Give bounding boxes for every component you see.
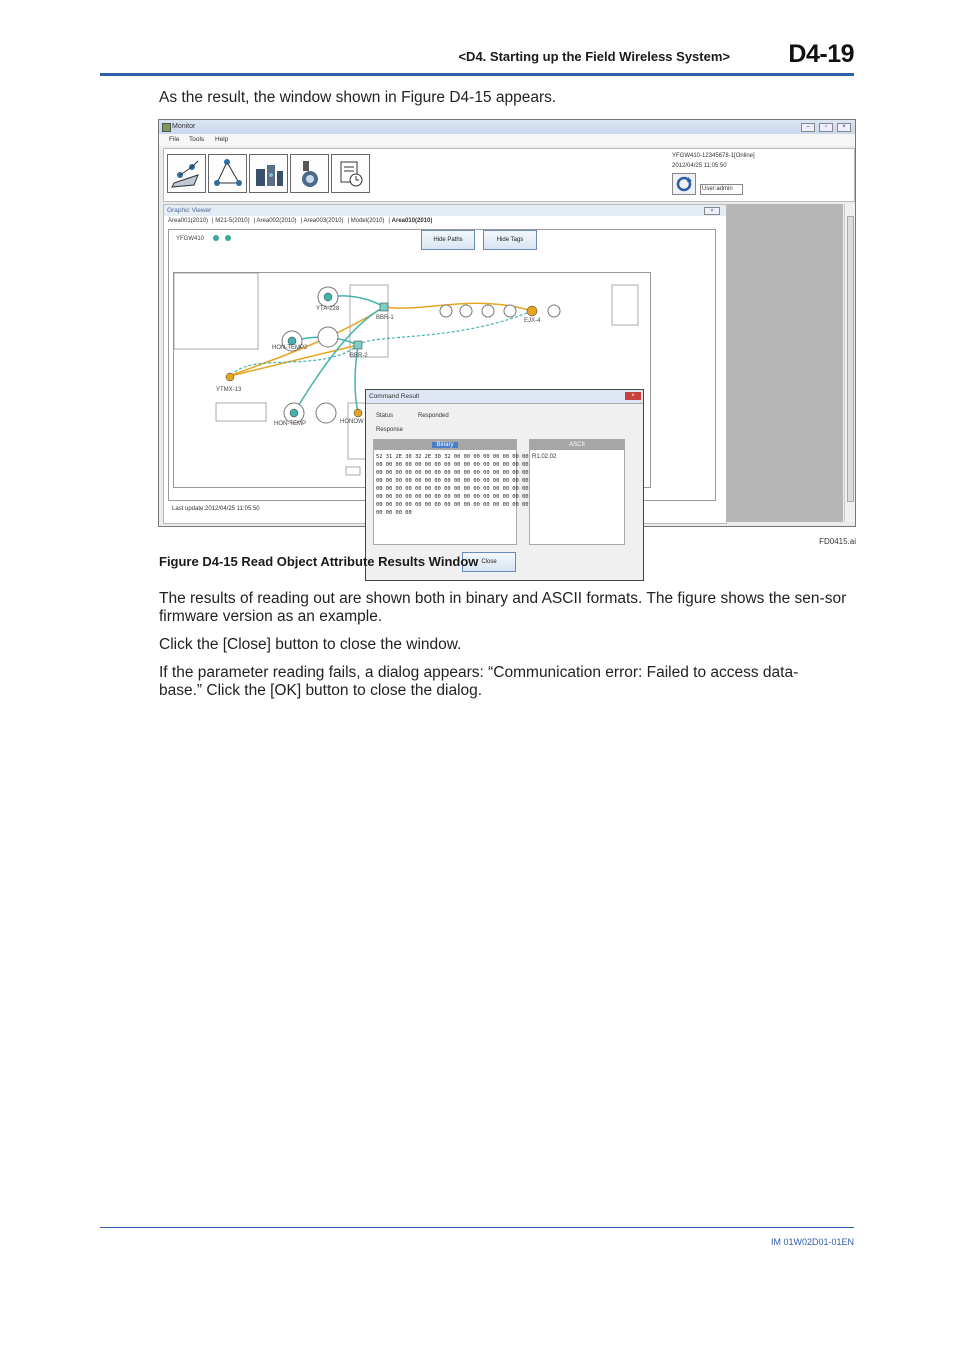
figure-caption: Figure D4-15 Read Object Attribute Results Window: [159, 554, 479, 569]
gateway-info: [672, 151, 755, 171]
tab-model[interactable]: Model(2010): [350, 218, 385, 224]
node-label: BBR-2: [350, 353, 368, 359]
binary-line: 00 00 00 00 00 00 00 00 00 00 00 00 00 00 00 00: [376, 494, 529, 500]
ascii-response: R1.02.02: [532, 454, 557, 460]
binary-response: [376, 453, 529, 517]
user-box: User:admin: [700, 184, 743, 195]
footer-rule: [100, 1227, 854, 1228]
node-label: YTA-228: [316, 306, 340, 312]
figure-file-id: FD0415.ai: [819, 537, 856, 546]
tab-area002[interactable]: Area002(2010): [256, 218, 297, 224]
device-list-icon[interactable]: [249, 154, 288, 193]
ascii-header: ASCII: [530, 440, 624, 450]
binary-line: 00 00 00 00: [376, 510, 412, 516]
gateway-status: YFGW410-12345678-1[Online]: [672, 153, 755, 159]
gateway-node-icon: [213, 235, 219, 241]
intro-text: As the result, the window shown in Figure D4-15 appears.: [159, 89, 557, 106]
dialog-titlebar: [366, 390, 643, 404]
minimize-icon[interactable]: –: [801, 123, 815, 132]
binary-line: 52 31 2E 30 32 2E 30 32 00 00 00 00 00 00 00 00: [376, 454, 529, 460]
node-label: HON-TEMP2: [272, 345, 308, 351]
tab-m21-5[interactable]: M21-5(2010): [215, 218, 250, 224]
window-titlebar: [159, 120, 855, 134]
dialog-title: Command Result: [369, 393, 420, 400]
menu-bar: [159, 134, 855, 146]
topology-icon[interactable]: [208, 154, 247, 193]
gateway-label: YFGW410: [176, 236, 205, 242]
status-value: Responded: [418, 413, 449, 419]
last-update: Last update:2012/04/25 11:05:50: [172, 506, 260, 512]
node-label: YTMX-13: [216, 387, 242, 393]
binary-line: 00 00 00 00 00 00 00 00 00 00 00 00 00 00 00 00: [376, 478, 529, 484]
node-label: BBR-1: [376, 315, 394, 321]
refresh-button[interactable]: [672, 173, 696, 195]
area-tabs: Area001(2010) | M21-5(2010) | Area002(2010) | Area003(2010) | Model(2010) | Area010(2010): [168, 218, 433, 224]
hide-tags-button[interactable]: Hide Tags: [483, 230, 537, 250]
right-pane: [727, 204, 843, 522]
paragraph-results: The results of reading out are shown both in binary and ASCII formats. The figure shows the sen-sor firmware version as an example.: [159, 590, 847, 625]
gateway-time: 2012/04/25 11:05:50: [672, 163, 727, 169]
maximize-icon[interactable]: ▫: [819, 123, 833, 132]
hide-paths-button[interactable]: Hide Paths: [421, 230, 475, 250]
section-header: <D4. Starting up the Field Wireless System>: [458, 49, 730, 64]
node-label: HON-TEMP: [274, 421, 306, 427]
network-config-icon[interactable]: [167, 154, 206, 193]
menu-help[interactable]: Help: [215, 136, 229, 143]
binary-line: 00 00 00 00 00 00 00 00 00 00 00 00 00 00 00 00: [376, 502, 529, 508]
header-rule: [100, 73, 854, 76]
tab-area003[interactable]: Area003(2010): [303, 218, 344, 224]
binary-line: 00 00 00 00 00 00 00 00 00 00 00 00 00 00 00 00: [376, 486, 529, 492]
log-clock-icon[interactable]: [331, 154, 370, 193]
paragraph-error: If the parameter reading fails, a dialog appears: “Communication error: Failed to access data-base.” Click the [OK] button to close the dialog.: [159, 664, 799, 699]
response-label: Response: [376, 427, 404, 433]
ascii-panel: [529, 439, 625, 545]
refresh-icon: [673, 174, 695, 194]
graphic-viewer-titlebar: [164, 205, 726, 216]
close-icon[interactable]: ×: [837, 123, 851, 132]
binary-line: 00 00 00 00 00 00 00 00 00 00 00 00 00 00 00 00: [376, 470, 529, 476]
tab-area010[interactable]: Area010(2010): [391, 218, 433, 224]
node-label: HONOW: [340, 419, 364, 425]
menu-tools[interactable]: Tools: [189, 136, 205, 143]
page-number: D4-19: [788, 40, 854, 68]
command-result-dialog: [365, 389, 644, 581]
vertical-scrollbar[interactable]: [844, 204, 855, 522]
node-label: EJX-4: [524, 318, 541, 324]
toolbar: [163, 148, 855, 202]
binary-panel: [373, 439, 529, 545]
panel-close-icon[interactable]: ×: [704, 207, 720, 215]
device-detail-icon[interactable]: [290, 154, 329, 193]
scrollbar-thumb[interactable]: [847, 216, 854, 502]
menu-file[interactable]: File: [169, 136, 180, 143]
paragraph-close: Click the [Close] button to close the window.: [159, 636, 462, 653]
close-button[interactable]: Close: [462, 552, 516, 572]
gateway-node-icon: [225, 235, 231, 241]
window-title: Monitor: [172, 123, 196, 130]
status-label: Status: [376, 413, 394, 419]
tab-area001[interactable]: Area001(2010): [168, 218, 209, 224]
graphic-viewer-title: Graphic Viewer: [167, 207, 212, 214]
binary-header: Binary: [374, 440, 516, 450]
binary-line: 00 00 00 00 00 00 00 00 00 00 00 00 00 00 00 00: [376, 462, 529, 468]
app-icon: [162, 123, 171, 132]
document-id: IM 01W02D01-01EN: [770, 1237, 854, 1247]
dialog-close-icon[interactable]: ×: [625, 392, 641, 400]
